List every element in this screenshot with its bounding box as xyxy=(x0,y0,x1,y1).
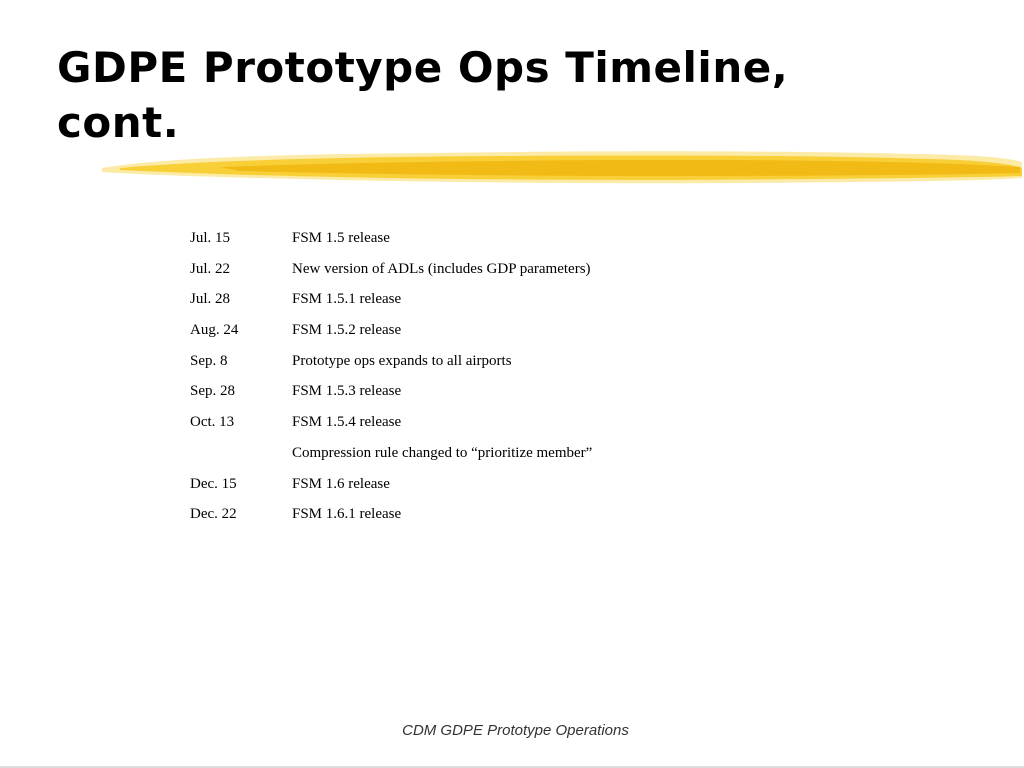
timeline-event: New version of ADLs (includes GDP parameters) xyxy=(292,260,591,277)
timeline-event: FSM 1.6 release xyxy=(292,475,390,492)
timeline-event: FSM 1.5.1 release xyxy=(292,291,402,308)
timeline-event: Prototype ops expands to all airports xyxy=(292,352,512,369)
title-underline-brushstroke xyxy=(100,148,1024,190)
slide-title xyxy=(57,40,957,150)
timeline-event: Compression rule changed to “prioritize member” xyxy=(292,444,593,461)
timeline-date: Jul. 15 xyxy=(190,230,231,246)
timeline-date: Aug. 24 xyxy=(190,322,239,339)
timeline-date: Oct. 13 xyxy=(190,414,235,431)
timeline-date: Sep. 28 xyxy=(190,383,235,400)
timeline-date: Jul. 22 xyxy=(190,260,231,277)
timeline-date: Dec. 15 xyxy=(190,475,237,492)
timeline-event: FSM 1.5.2 release xyxy=(292,322,402,339)
timeline-date: Sep. 8 xyxy=(190,352,228,369)
title-line-2: cont. xyxy=(57,98,180,147)
timeline-event: FSM 1.6.1 release xyxy=(292,506,402,523)
timeline-date: Dec. 22 xyxy=(190,506,237,523)
timeline-event: FSM 1.5.4 release xyxy=(292,414,402,431)
slide-footer: CDM GDPE Prototype Operations xyxy=(402,722,629,739)
timeline-event: FSM 1.5.3 release xyxy=(292,383,402,400)
timeline-date: Jul. 28 xyxy=(190,291,231,308)
title-line-1: GDPE Prototype Ops Timeline, xyxy=(57,43,789,92)
timeline-event: FSM 1.5 release xyxy=(292,230,390,246)
